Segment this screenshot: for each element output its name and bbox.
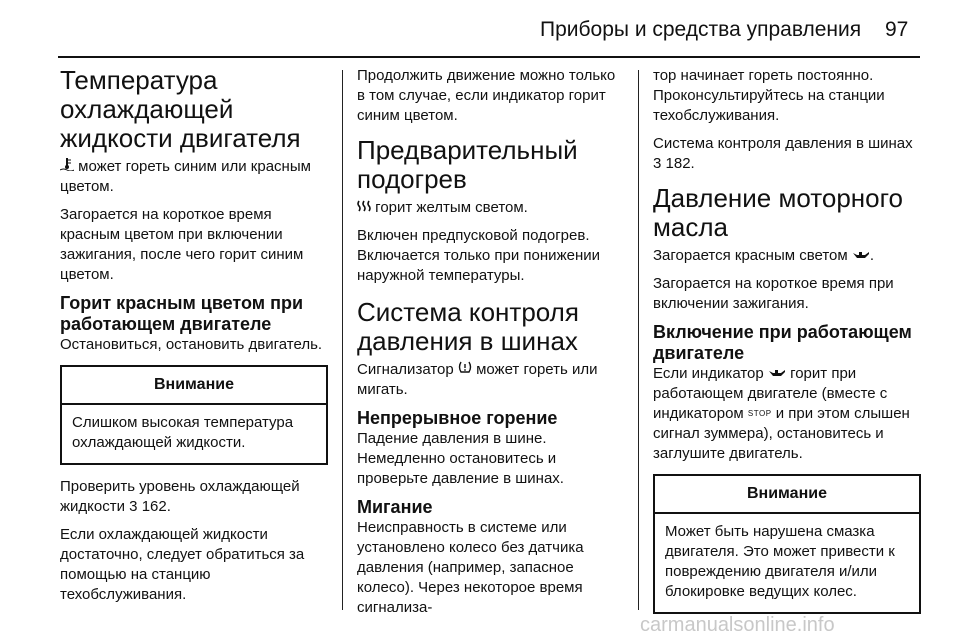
page-number: 97 (885, 18, 909, 41)
continue-driving-text: Продолжить движение можно только в том случае, если индикатор горит синим цветом. (357, 67, 616, 124)
section-heading-tyre-pressure: Система контроля давления в шинах (357, 297, 579, 356)
stop-indicator-icon: STOP (747, 409, 772, 419)
column-middle (357, 66, 625, 626)
tyre-pressure-icon (458, 360, 472, 380)
oil-pressure-icon (768, 364, 786, 384)
continuous-text: Падение давления в шине. Немедленно остановитесь и проверьте давление в шинах. (357, 430, 564, 487)
page-ref-arrow-icon: 3 (653, 155, 662, 172)
preheating-info-text: Включен предпусковой подогрев. Включается только при понижении наружной температуры. (357, 227, 600, 284)
warning-title: Внимание (655, 476, 919, 514)
tyre-system-ref-text: Система контроля давления в шинах 3 182. (653, 135, 913, 172)
coolant-service-text: Если охлаждающей жидкости достаточно, следует обратиться за помощью на станцию техобслуживания. (60, 526, 305, 603)
section-heading-oil-pressure: Давление моторного масла (653, 183, 903, 242)
subheading-running-engine: Включение при работающем двигателе (653, 322, 912, 363)
warning-box-coolant (60, 365, 328, 465)
header-rule (58, 56, 920, 58)
subheading-flashing: Мигание (357, 497, 433, 517)
check-coolant-text: Проверить уровень охлаждающей жидкости 3 162. (60, 478, 300, 515)
oil-running-text: Если индикатор горит при работающем двигателе (вместе с индикатором STOP и при этом слышен сигнал зуммера), остановитесь и заглушите двигатель. (653, 365, 910, 463)
stop-engine-text: Остановиться, остановить двигатель. (60, 336, 323, 353)
preheating-icon (357, 198, 371, 218)
warning-body: Слишком высокая температура охлаждающей жидкости. (72, 414, 294, 451)
subheading-continuous: Непрерывное горение (357, 408, 558, 428)
consult-service-text: тор начинает гореть постоянно. Проконсультируйтесь на станции техобслуживания. (653, 67, 885, 124)
coolant-startup-text: Загорается на короткое время красным цветом при включении зажигания, после чего горит синим цветом. (60, 206, 304, 283)
warning-body: Может быть нарушена смазка двигателя. Это может привести к повреждению двигателя и/или блокировке ведущих колес. (665, 523, 895, 601)
page-ref-link[interactable]: 182. (665, 155, 695, 172)
oil-pressure-icon (852, 246, 870, 266)
column-divider (638, 70, 639, 610)
section-heading-preheating: Предварительный подогрев (357, 135, 578, 194)
tyre-pressure-description: Сигнализатор может гореть или мигать. (357, 361, 598, 398)
column-divider (342, 70, 343, 610)
coolant-temperature-icon (60, 157, 74, 177)
column-right (653, 66, 921, 626)
oil-pressure-description: Загорается красным светом . (653, 247, 875, 264)
warning-box-oil (653, 474, 921, 614)
page-ref-arrow-icon: 3 (129, 498, 138, 515)
flashing-text: Неисправность в системе или установлено колесо без датчика давления (например, запасное колесо). Через некоторое время сигнализа- (357, 519, 584, 616)
watermark: carmanualsonline.info (640, 614, 835, 636)
coolant-description: может гореть синим или красным цветом. (60, 158, 311, 195)
subheading-red-running: Горит красным цветом при работающем двигателе (60, 293, 304, 334)
section-heading-coolant: Температура охлаждающей жидкости двигателя (60, 65, 301, 153)
page-ref-link[interactable]: 162. (141, 498, 171, 515)
preheating-description: горит желтым светом. (357, 198, 625, 218)
page-header-title: Приборы и средства управления (540, 18, 862, 41)
oil-startup-text: Загорается на короткое время при включении зажигания. (653, 275, 894, 312)
warning-title: Внимание (62, 367, 326, 405)
column-left (60, 66, 328, 613)
